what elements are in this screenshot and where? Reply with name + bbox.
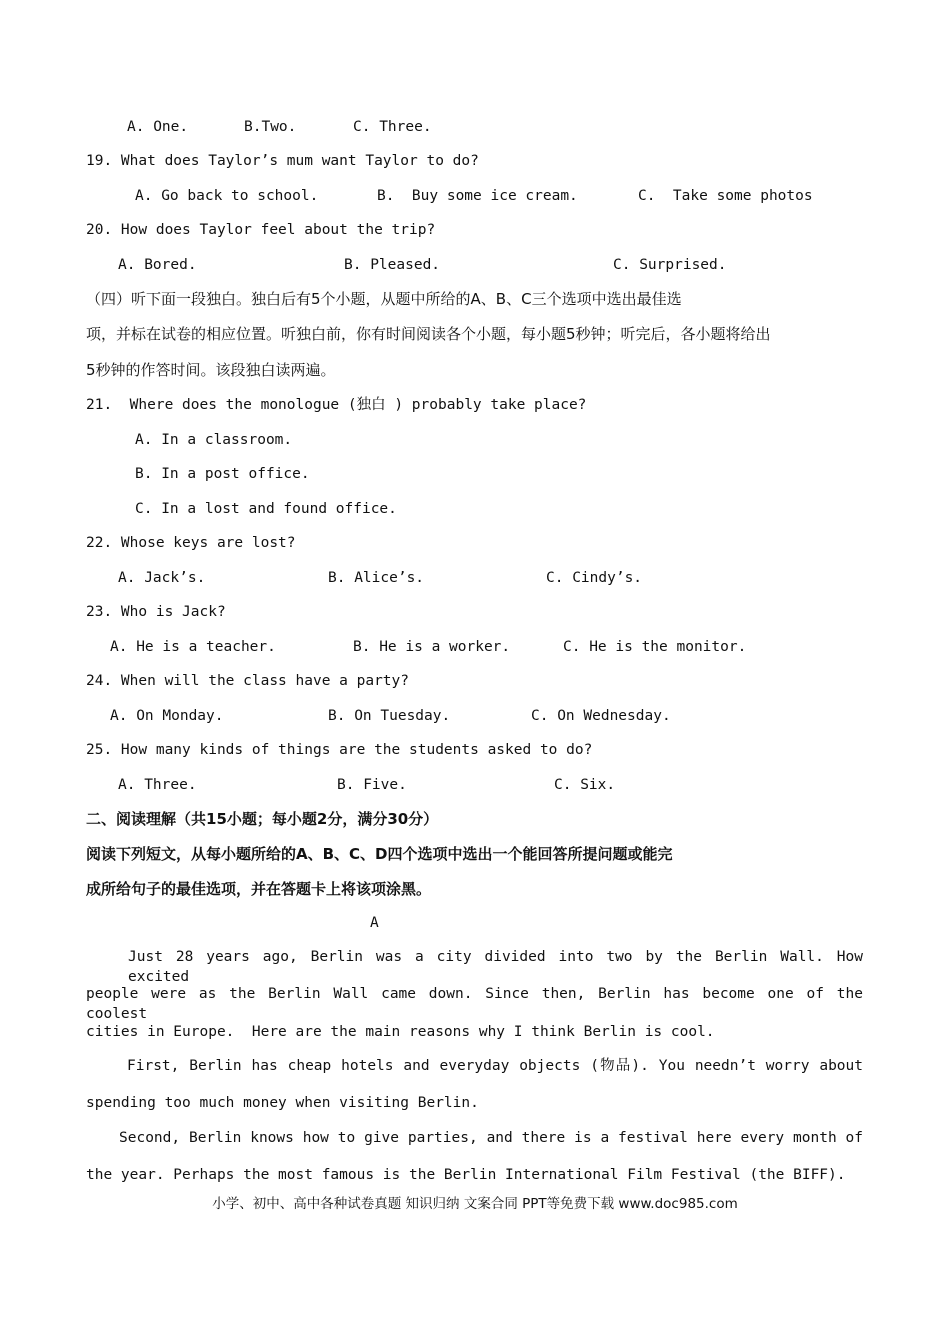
passage-p2-line1: First, Berlin has cheap hotels and everyday objects (物品). You needn’t worry about [127,1058,863,1074]
q23-option-b: B. He is a worker. [353,639,511,655]
q24-option-a: A. On Monday. [110,708,224,724]
q21-option-c: C. In a lost and found office. [135,501,397,517]
q22-option-b: B. Alice’s. [328,570,425,586]
q25-question: 25. How many kinds of things are the students asked to do? [86,742,593,758]
q20-option-c: C. Surprised. [613,257,727,273]
passage-p1-line1: Just 28 years ago, Berlin was a city divided into two by the Berlin Wall. How excited [128,949,863,985]
section4-instruction-line2: 项，并标在试卷的相应位置。听独白前，你有时间阅读各个小题，每小题5秒钟；听完后，各小题将给出 [86,325,771,343]
q18-option-b: B.Two. [244,119,297,135]
q22-option-c: C. Cindy’s. [546,570,643,586]
passage-p3-line2: the year. Perhaps the most famous is the Berlin International Film Festival (the BIFF). [86,1167,846,1183]
q25-option-a: A. Three. [118,777,197,793]
part2-heading: 二、阅读理解（共15小题；每小题2分，满分30分） [86,810,439,828]
q19-question: 19. What does Taylor’s mum want Taylor to do? [86,153,479,169]
q24-option-c: C. On Wednesday. [531,708,671,724]
part2-instruction-line1: 阅读下列短文，从每小题所给的A、B、C、D四个选项中选出一个能回答所提问题或能完 [86,845,673,863]
q21-question: 21. Where does the monologue (独白 ) probably take place? [86,397,587,413]
q23-option-a: A. He is a teacher. [110,639,276,655]
q21-option-b: B. In a post office. [135,466,310,482]
q23-question: 23. Who is Jack? [86,604,226,620]
q22-option-a: A. Jack’s. [118,570,206,586]
q24-question: 24. When will the class have a party? [86,673,410,689]
q20-option-b: B. Pleased. [344,257,441,273]
passage-p1-line2: people were as the Berlin Wall came down. Since then, Berlin has become one of the coolest [86,986,863,1022]
q24-option-b: B. On Tuesday. [328,708,451,724]
part2-instruction-line2: 成所给句子的最佳选项，并在答题卡上将该项涂黑。 [86,880,432,898]
q25-option-c: C. Six. [554,777,616,793]
q19-option-b: B. Buy some ice cream. [377,188,578,204]
footer-banner: 小学、初中、高中各种试卷真题 知识归纳 文案合同 PPT等免费下载 www.doc985.com [212,1196,738,1212]
q18-option-a: A. One. [127,119,189,135]
q23-option-c: C. He is the monitor. [563,639,747,655]
section4-instruction-line3: 5秒钟的作答时间。该段独白读两遍。 [86,361,336,379]
q20-question: 20. How does Taylor feel about the trip? [86,222,436,238]
q19-option-a: A. Go back to school. [135,188,319,204]
passage-label: A [370,915,379,931]
passage-p1-line3: cities in Europe. Here are the main reasons why I think Berlin is cool. [86,1024,715,1040]
q25-option-b: B. Five. [337,777,407,793]
q18-option-c: C. Three. [353,119,432,135]
section4-instruction-line1: （四）听下面一段独白。独白后有5个小题，从题中所给的A、B、C三个选项中选出最佳选 [86,290,682,308]
q22-question: 22. Whose keys are lost? [86,535,296,551]
q19-option-c: C. Take some photos [638,188,813,204]
q21-option-a: A. In a classroom. [135,432,293,448]
q20-option-a: A. Bored. [118,257,197,273]
passage-p2-line2: spending too much money when visiting Berlin. [86,1095,479,1111]
passage-p3-line1: Second, Berlin knows how to give parties, and there is a festival here every month of [119,1130,863,1146]
